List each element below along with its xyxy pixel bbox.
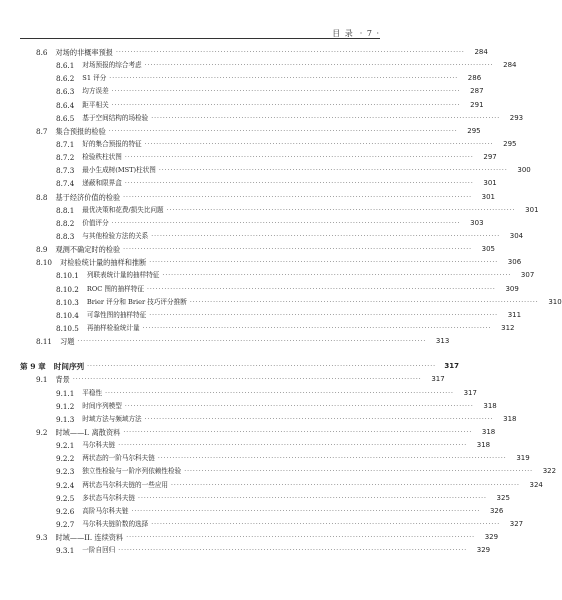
toc-entry-page: 319 <box>516 454 530 463</box>
toc-entry-row[interactable] <box>20 426 496 439</box>
toc-entry-title: 两状态的一阶马尔科夫链 <box>82 454 155 463</box>
toc-entry-title: 对场的非概率预报 <box>55 48 113 57</box>
toc-entry-row[interactable] <box>20 492 510 505</box>
dot-leader: ························································································································ <box>111 219 461 227</box>
dot-leader: ························································································································ <box>131 507 481 515</box>
toc-entry-page: 317 <box>463 388 477 397</box>
toc-entry-row[interactable] <box>20 99 484 112</box>
dot-leader: ························································································································ <box>118 442 468 450</box>
toc-entry-page: 291 <box>470 100 484 109</box>
toc-entry-number: 8.6.2 <box>56 74 75 84</box>
toc-entry-row[interactable] <box>20 400 497 413</box>
toc-entry-row[interactable] <box>20 309 522 322</box>
toc-chapter-row[interactable] <box>20 360 460 373</box>
toc-entry-title: 习题 <box>60 337 75 347</box>
toc-entry-title: 时域方法与频域方法 <box>82 414 142 423</box>
toc-entry-title: 时间序列模型 <box>82 401 122 410</box>
toc-entry-title: 马尔科夫链 <box>82 441 116 450</box>
toc-entry-title: 最优决策和花费/损失比问题 <box>82 205 164 214</box>
toc-entry-page: 311 <box>507 310 522 319</box>
toc-entry-row[interactable] <box>20 59 517 72</box>
header-rule <box>20 38 380 39</box>
toc-entry-number: 9.3 <box>36 533 48 543</box>
toc-entry-page: 293 <box>509 113 524 122</box>
toc-entry-title: 独立性检验与一阶序列依赖性检验 <box>82 467 182 476</box>
toc-entry-title: 时域——I. 离散资料 <box>55 427 121 437</box>
dot-leader: ························································································································ <box>115 49 465 56</box>
toc-entry-title: 马尔科夫链阶数的选择 <box>82 519 149 528</box>
toc-entry-page: 284 <box>474 48 488 56</box>
toc-entry-row[interactable] <box>20 518 524 531</box>
toc-entry-title: 均方误差 <box>82 87 109 96</box>
dot-leader: ························································································································ <box>151 520 501 528</box>
toc-entry-title: 多状态马尔科夫链 <box>82 493 136 502</box>
dot-leader: ························································································································ <box>123 246 473 254</box>
toc-entry-title: 背景 <box>55 375 70 385</box>
toc-entry-number: 9.1.2 <box>56 401 75 411</box>
toc-entry-number: 8.8 <box>36 192 48 202</box>
toc-entry-title: 基于经济价值的检验 <box>55 192 121 202</box>
toc-entry-row[interactable] <box>20 505 504 518</box>
toc-entry-title: 距平相关 <box>82 100 109 109</box>
toc-entry-page: 295 <box>503 139 517 148</box>
toc-entry-row[interactable] <box>20 256 522 269</box>
toc-entry-page: 300 <box>517 166 531 175</box>
dot-leader: ························································································································ <box>124 402 474 410</box>
toc-entry-page: 317 <box>444 362 460 371</box>
toc-entry-title: 一阶自回归 <box>82 546 116 555</box>
toc-entry-row[interactable] <box>20 230 524 243</box>
toc-entry-title: 最小生成树(MST)柱状图 <box>82 166 156 175</box>
dot-leader: ························································································································ <box>124 180 474 188</box>
header-title: 目 录 <box>332 28 354 38</box>
toc-entry-page: 313 <box>435 337 450 346</box>
toc-entry-row[interactable] <box>20 243 496 256</box>
toc-entry-page: 295 <box>467 126 481 135</box>
toc-entry-title: 可靠性图的抽样特征 <box>86 310 147 319</box>
dot-leader: ························································································································ <box>158 167 508 175</box>
toc-entry-number: 8.10.3 <box>56 297 79 307</box>
toc-entry-number: 8.7.1 <box>56 139 75 149</box>
dot-leader: ························································································································ <box>118 547 468 555</box>
toc-entry-number: 8.8.3 <box>56 231 75 241</box>
toc-entry-page: 324 <box>529 480 543 489</box>
toc-entry-number: 8.10.2 <box>56 284 79 294</box>
toc-entry-row[interactable] <box>20 439 491 452</box>
toc-entry-row[interactable] <box>20 452 530 465</box>
toc-entry-row[interactable] <box>20 138 517 151</box>
toc-entry-title: 集合预报的检验 <box>55 126 106 136</box>
toc-entry-number: 8.8.1 <box>56 205 75 215</box>
toc-entry-page: 305 <box>481 245 496 254</box>
dot-leader: ························································································································ <box>151 232 501 240</box>
dot-leader: ························································································································ <box>142 324 492 332</box>
toc-entry-row[interactable] <box>20 531 499 544</box>
toc-entry-row[interactable] <box>20 283 519 296</box>
toc-entry-page: 327 <box>509 519 524 528</box>
toc-entry-row[interactable] <box>20 72 482 85</box>
toc-entry-number: 8.7 <box>36 126 48 136</box>
toc-entry-title: 好的集合预报的特征 <box>82 139 142 148</box>
dot-leader: ························································································································ <box>157 455 507 463</box>
toc-entry-title: 平稳性 <box>82 388 103 397</box>
toc-entry-number: 8.7.4 <box>56 179 75 189</box>
dot-leader: ························································································································ <box>77 338 427 346</box>
dot-leader: ························································································································ <box>87 363 437 371</box>
toc-entry-number: 8.6.3 <box>56 87 75 97</box>
toc-entry-title: 两状态马尔科夫链的一些应用 <box>82 480 169 489</box>
toc-entry-number: 第 9 章 <box>20 362 46 372</box>
dot-leader: ························································································································ <box>189 298 539 306</box>
dot-leader: ························································································································ <box>105 389 454 397</box>
toc-entry-row[interactable] <box>20 164 531 177</box>
toc-entry-page: 297 <box>483 153 497 162</box>
header-page-number: · 7 · <box>359 28 380 38</box>
toc-entry-title: 基于空间结构的场检验 <box>82 113 149 122</box>
toc-entry-number: 9.2 <box>36 427 48 437</box>
toc-entry-page: 286 <box>467 74 482 83</box>
toc-entry-title: 列联表统计量的抽样特征 <box>86 271 160 280</box>
toc-entry-title: 时间序列 <box>53 362 85 372</box>
toc-entry-title: ROC 图的抽样特征 <box>86 284 144 293</box>
toc-entry-number: 9.2.7 <box>56 519 75 529</box>
toc-entry-title: 检验秩柱状图 <box>82 153 122 162</box>
toc-entry-number: 8.7.2 <box>56 153 75 163</box>
toc-entry-title: 对检验统计量的抽样和推断 <box>60 258 147 268</box>
toc-entry-number: 8.10.1 <box>56 271 79 281</box>
toc-entry-title: 时域——II. 连续资料 <box>55 533 124 543</box>
dot-leader: ························································································································ <box>123 428 473 436</box>
toc-entry-title: 对场预报的综合考虑 <box>82 61 142 70</box>
toc-entry-page: 309 <box>505 284 519 293</box>
toc-entry-page: 284 <box>503 61 517 70</box>
dot-leader: ························································································································ <box>123 193 473 201</box>
toc-entry-title: 递蔽和限界盒 <box>82 179 122 188</box>
toc-entry-title: 高阶马尔科夫链 <box>82 506 129 515</box>
toc-entry-number: 8.11 <box>36 337 53 347</box>
dot-leader: ························································································································ <box>144 62 494 70</box>
toc-entry-row[interactable] <box>20 151 497 164</box>
toc-entry-page: 318 <box>483 401 497 410</box>
dot-leader: ························································································································ <box>171 481 520 489</box>
toc-entry-page: 317 <box>431 375 445 384</box>
toc-entry-title: 与其他检验方法的关系 <box>82 231 149 240</box>
toc-entry-row[interactable] <box>20 204 539 217</box>
dot-leader: ························································································································ <box>166 206 516 214</box>
toc-entry-page: 301 <box>481 192 496 201</box>
toc-entry-row[interactable] <box>20 217 484 230</box>
dot-leader: ························································································································ <box>184 468 534 476</box>
toc-entry-title: Brier 评分和 Brier 技巧评分推断 <box>86 297 187 306</box>
dot-leader: ························································································································ <box>149 311 499 319</box>
toc-entry-number: 8.6.4 <box>56 100 75 110</box>
dot-leader: ························································································································ <box>151 114 501 122</box>
toc-entry-number: 8.10.4 <box>56 310 79 320</box>
toc-entry-page: 329 <box>476 546 491 555</box>
toc-entry-row[interactable] <box>20 191 496 204</box>
toc-entry-page: 318 <box>503 414 517 423</box>
toc-entry-row[interactable] <box>20 413 517 426</box>
toc-entry-number: 9.1.3 <box>56 414 75 424</box>
toc-entry-number: 9.1.1 <box>56 388 75 398</box>
toc-entry-page: 301 <box>483 179 497 188</box>
toc-entry-number: 8.6 <box>36 48 48 57</box>
toc-entry-row[interactable] <box>20 269 535 282</box>
toc-entry-title: 观测不确定时的检验 <box>55 245 121 255</box>
toc-entry-number: 8.7.3 <box>56 166 75 176</box>
dot-leader: ························································································································ <box>138 494 487 502</box>
toc-entry-number: 9.2.1 <box>56 441 75 451</box>
toc-entry-row[interactable] <box>20 479 543 492</box>
toc-entry-number: 9.2.3 <box>56 467 75 477</box>
dot-leader: ························································································································ <box>126 534 476 542</box>
dot-leader: ························································································································ <box>144 415 494 423</box>
toc-entry-number: 9.2.5 <box>56 493 75 503</box>
toc-entry-number: 8.8.2 <box>56 218 75 228</box>
toc-entry-page: 325 <box>496 493 510 502</box>
toc-entry-row[interactable] <box>20 387 477 400</box>
toc-entry-page: 306 <box>507 258 522 267</box>
toc-entry-row[interactable] <box>20 322 515 335</box>
toc-entry-title: 价值评分 <box>82 218 109 227</box>
dot-leader: ························································································································ <box>149 259 499 267</box>
toc-entry-row[interactable] <box>20 296 562 309</box>
toc-entry-row[interactable] <box>20 125 481 138</box>
toc-entry-page: 303 <box>470 218 484 227</box>
toc-entry-page: 318 <box>481 427 496 436</box>
toc-entry-number: 9.2.4 <box>56 480 75 490</box>
dot-leader: ························································································································ <box>72 376 422 384</box>
toc-entry-row[interactable] <box>20 85 484 98</box>
toc-entry-number: 8.6.5 <box>56 113 75 123</box>
toc-entry-row[interactable] <box>20 112 524 125</box>
toc-entry-page: 301 <box>525 205 539 214</box>
toc-entry-number: 9.2.2 <box>56 454 75 464</box>
toc-entry-page: 312 <box>501 323 515 332</box>
toc-entry-page: 318 <box>476 441 491 450</box>
toc-entry-number: 8.10 <box>36 258 53 268</box>
chapter-spacer <box>20 348 380 360</box>
toc-entry-page: 304 <box>509 231 524 240</box>
toc-entry-page: 310 <box>548 297 562 306</box>
toc-entry-page: 307 <box>520 271 535 280</box>
dot-leader: ························································································································ <box>144 140 494 148</box>
toc-entry-row[interactable] <box>20 373 445 386</box>
toc-entry-page: 326 <box>489 506 504 515</box>
dot-leader: ························································································································ <box>146 285 496 293</box>
toc-entry-row[interactable] <box>20 177 497 190</box>
toc-entry-row[interactable] <box>20 335 450 348</box>
dot-leader: ························································································································ <box>111 88 461 96</box>
toc-entry-page: 287 <box>470 87 484 96</box>
dot-leader: ························································································································ <box>124 154 474 162</box>
table-of-contents <box>20 46 562 557</box>
toc-entry-number: 9.1 <box>36 375 48 385</box>
dot-leader: ························································································································ <box>111 101 461 109</box>
dot-leader: ························································································································ <box>109 75 459 83</box>
toc-entry-page: 329 <box>484 533 499 542</box>
toc-entry-page: 322 <box>542 467 557 476</box>
toc-entry-row[interactable] <box>20 544 491 557</box>
toc-entry-number: 8.9 <box>36 245 48 255</box>
toc-entry-number: 8.6.1 <box>56 61 75 71</box>
dot-leader: ························································································································ <box>162 272 512 280</box>
toc-entry-title: S1 评分 <box>82 74 107 83</box>
toc-entry-number: 9.3.1 <box>56 546 75 556</box>
toc-entry-row[interactable] <box>20 46 488 59</box>
dot-leader: ························································································································ <box>108 127 458 135</box>
toc-entry-number: 9.2.6 <box>56 506 75 516</box>
toc-entry-row[interactable] <box>20 465 557 478</box>
toc-entry-title: 再抽样检验统计量 <box>86 323 140 332</box>
toc-entry-number: 8.10.5 <box>56 323 79 333</box>
